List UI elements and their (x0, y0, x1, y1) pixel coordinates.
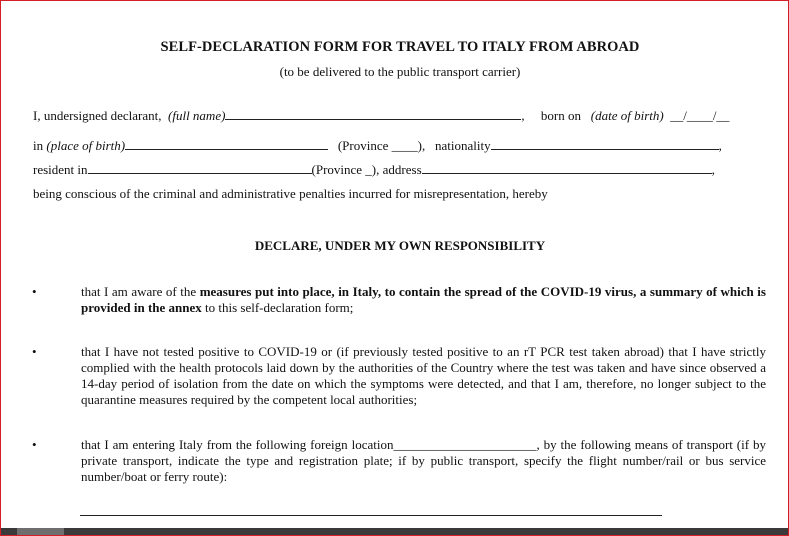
item1-text: that I am aware of the (81, 284, 200, 299)
province-label-1: (Province ____), (337, 138, 426, 153)
foreign-location-field[interactable]: ______________________ (393, 437, 537, 452)
date-of-birth-field[interactable]: __/____/__ (670, 108, 730, 123)
nationality-label: nationality (434, 138, 491, 153)
born-on-label: born on (540, 108, 582, 123)
item1-text-end: to this self-declaration form; (201, 300, 354, 315)
resident-in-label: resident in (33, 162, 88, 177)
form-title: SELF-DECLARATION FORM FOR TRAVEL TO ITALY FROM ABROAD (160, 39, 640, 55)
date-of-birth-hint: (date of birth) (590, 108, 664, 123)
bullet-3: • (32, 437, 37, 452)
full-name-hint: (full name) (168, 108, 226, 123)
declarant-prefix: I, undersigned declarant, (33, 108, 162, 123)
declarant-line: I, undersigned declarant, (full name) , born on (date of birth) __/____/__ (33, 108, 730, 123)
declare-heading: DECLARE, UNDER MY OWN RESPONSIBILITY (254, 238, 546, 253)
item1-bold-text: measures put into place, in Italy, to contain the spread of the COVID-19 virus, a summary of which is provided in the annex (81, 284, 766, 315)
form-subtitle: (to be delivered to the public transport carrier) (279, 64, 521, 79)
comma: , (718, 138, 722, 153)
bullet-2: • (32, 344, 37, 359)
place-of-birth-hint: (place of birth) (46, 138, 126, 153)
item3-text-end: , by the following means of transport (if by private transport, indicate the type and registration plate; if by public transport, specify the flight number/rail or bus service number/boat or ferry route): (81, 437, 766, 484)
item3-text: that I am entering Italy from the following foreign location (81, 437, 394, 452)
conscious-line: being conscious of the criminal and administrative penalties incurred for misrepresentation, hereby (33, 186, 548, 201)
bullet-1: • (32, 284, 37, 299)
comma: , (711, 162, 715, 177)
in-label: in (33, 138, 44, 153)
province-address-label: (Province _), address (311, 162, 422, 177)
declaration-item-2: that I have not tested positive to COVID-19 or (if previously tested positive to an rT PCR test taken abroad) that I have strictly complied with the health protocols laid down by the authorities of the Country where the test was taken and have since observed a 14-day period of isolation from the date on which the symptoms were detected, and that I am, therefore, no longer subject to the quarantine measures required by the competent local authorities; (81, 344, 766, 407)
